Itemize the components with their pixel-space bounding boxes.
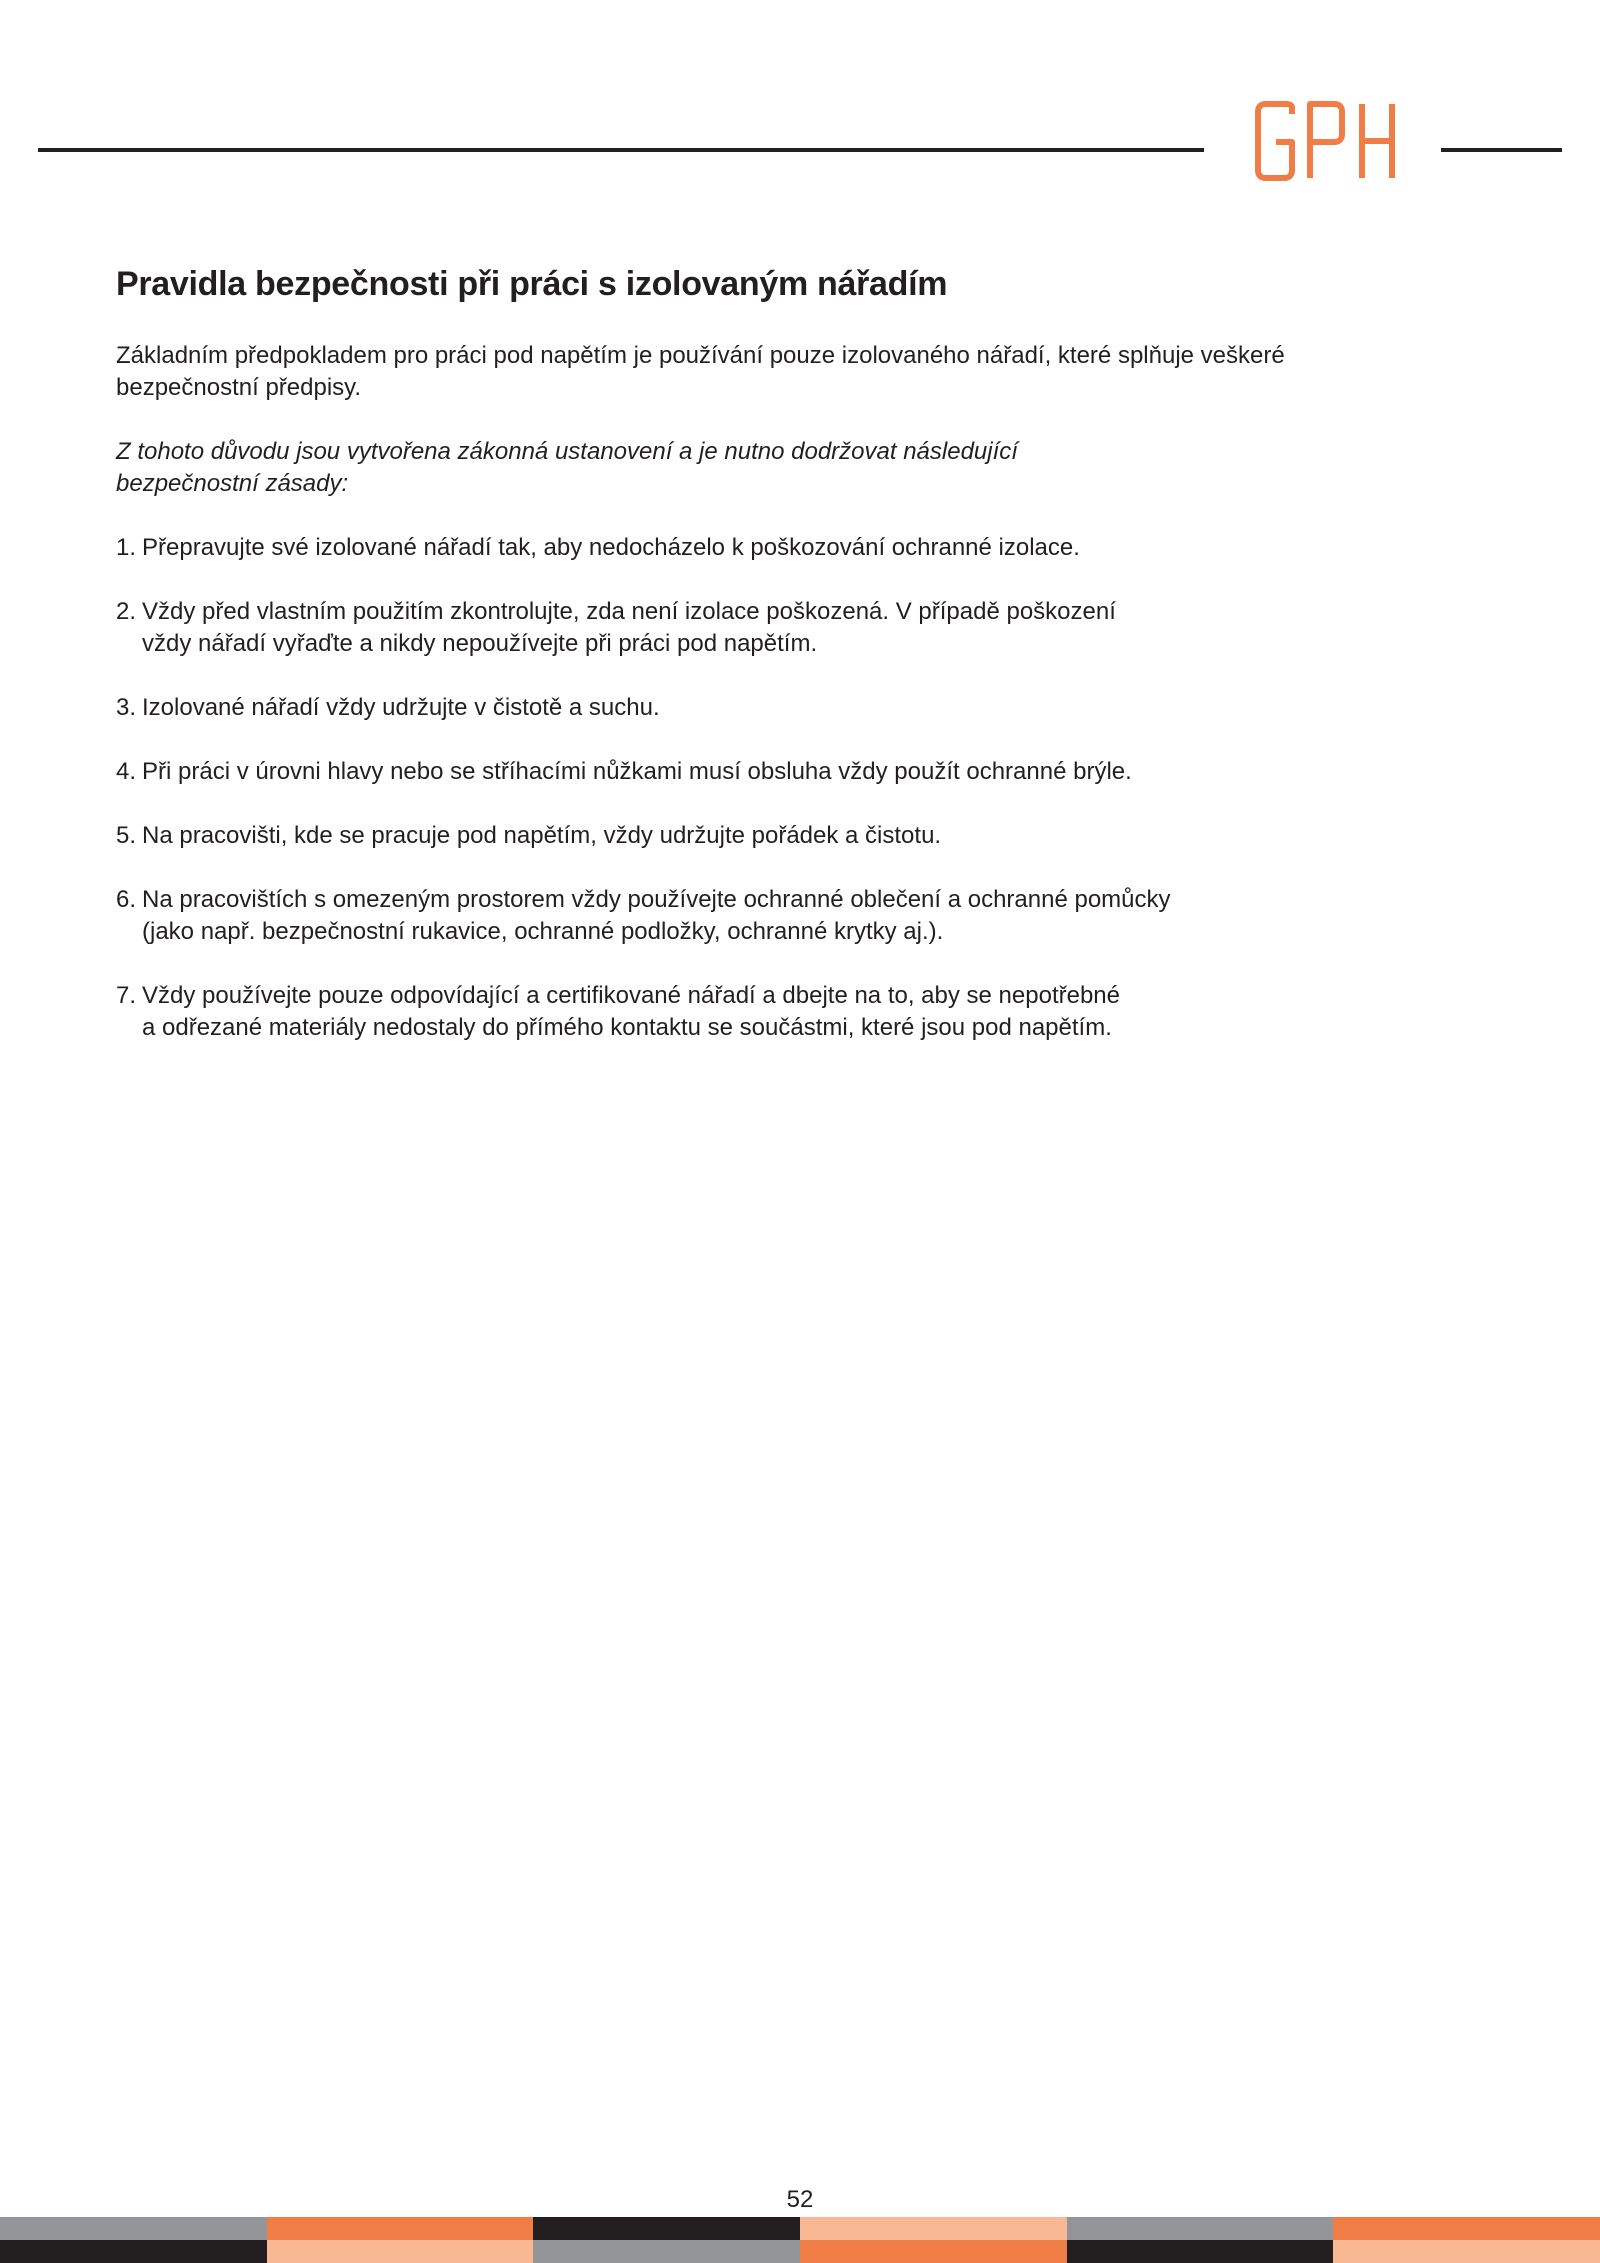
footer-stripe <box>1333 2217 1600 2240</box>
footer-stripe <box>1067 2217 1334 2240</box>
rule-number: 7. <box>116 982 137 1009</box>
rule-number: 2. <box>116 598 137 625</box>
header-rule-right <box>1441 148 1562 152</box>
rule-text <box>142 596 1366 660</box>
rule-line: Izolované nářadí vždy udržujte v čistotě a suchu. <box>142 694 660 721</box>
footer-stripe <box>533 2240 800 2263</box>
footer-stripe <box>533 2217 800 2240</box>
intro-paragraph: Základním předpokladem pro práci pod napětím je používání pouze izolovaného nářadí, které splňuje veškeré bezpečnostní předpisy. <box>116 342 1285 401</box>
document-body <box>116 258 1366 1076</box>
page-title: Pravidla bezpečnosti při práci s izolovaným nářadím <box>116 265 948 303</box>
rule-text <box>142 980 1366 1044</box>
safety-rules-list <box>116 532 1366 1044</box>
footer-stripe <box>1067 2240 1334 2263</box>
gph-logo <box>1252 98 1402 188</box>
rule-text <box>142 756 1366 788</box>
footer-stripe <box>1333 2240 1600 2263</box>
footer-stripe-row-bottom <box>0 2240 1600 2263</box>
intro-italic-paragraph: Z tohoto důvodu jsou vytvořena zákonná ustanovení a je nutno dodržovat následující bezpečnostní zásady: <box>116 438 1018 497</box>
rule-line: Na pracovištích s omezeným prostorem vždy používejte ochranné oblečení a ochranné pomůcky <box>142 886 1171 913</box>
footer-stripe <box>0 2240 267 2263</box>
list-item <box>116 820 1366 852</box>
list-item <box>116 596 1366 660</box>
rule-number: 1. <box>116 534 137 561</box>
page-number: 52 <box>786 2186 814 2213</box>
rule-line: Na pracovišti, kde se pracuje pod napětím, vždy udržujte pořádek a čistotu. <box>142 822 942 849</box>
list-item <box>116 980 1366 1044</box>
rule-text <box>142 884 1366 948</box>
rule-line: Vždy před vlastním použitím zkontrolujte, zda není izolace poškozená. V případě poškození <box>142 598 1116 625</box>
rule-line: Vždy používejte pouze odpovídající a certifikované nářadí a dbejte na to, aby se nepotřebné <box>142 982 1120 1009</box>
rule-number: 6. <box>116 886 137 913</box>
header-rule-left <box>38 148 1204 152</box>
list-item <box>116 532 1366 564</box>
rule-line: vždy nářadí vyřaďte a nikdy nepoužívejte při práci pod napětím. <box>142 630 818 657</box>
footer-stripe <box>800 2217 1067 2240</box>
rule-text <box>142 692 1366 724</box>
rule-line: (jako např. bezpečnostní rukavice, ochranné podložky, ochranné krytky aj.). <box>142 918 944 945</box>
rule-number: 5. <box>116 822 137 849</box>
list-item <box>116 884 1366 948</box>
footer-stripe <box>0 2217 267 2240</box>
footer-color-stripes <box>0 2217 1600 2263</box>
list-item <box>116 692 1366 724</box>
list-item <box>116 756 1366 788</box>
rule-number: 4. <box>116 758 137 785</box>
rule-text <box>142 532 1366 564</box>
footer-stripe-row-top <box>0 2217 1600 2240</box>
rule-line: a odřezané materiály nedostaly do přímého kontaktu se součástmi, které jsou pod napětím. <box>142 1014 1112 1041</box>
footer-stripe <box>800 2240 1067 2263</box>
footer-stripe <box>267 2240 534 2263</box>
rule-line: Při práci v úrovni hlavy nebo se stříhacími nůžkami musí obsluha vždy použít ochranné brýle. <box>142 758 1132 785</box>
rule-line: Přepravujte své izolované nářadí tak, aby nedocházelo k poškozování ochranné izolace. <box>142 534 1080 561</box>
rule-number: 3. <box>116 694 137 721</box>
rule-text <box>142 820 1366 852</box>
footer-stripe <box>267 2217 534 2240</box>
